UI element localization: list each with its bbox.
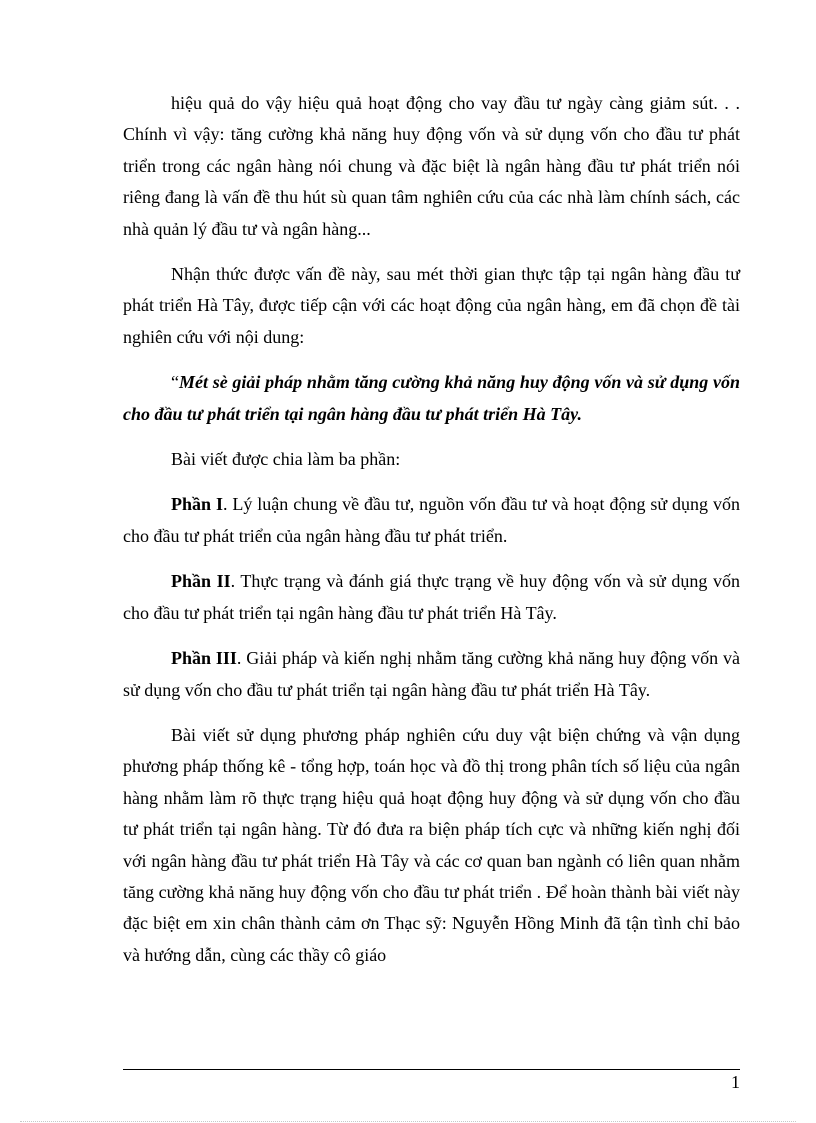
paragraph-thesis-title — [123, 367, 740, 430]
document-body — [123, 88, 740, 985]
part-three-label: Phần III — [171, 648, 237, 669]
page-number: 1 — [731, 1072, 740, 1092]
page-edge-divider — [20, 1121, 796, 1122]
paragraph-intro-continuation: hiệu quả do vậy hiệu quả hoạt động cho vay đầu tư ngày càng giảm sút. . . Chính vì vậy: tăng cường khả năng huy động vốn và sử dụng vốn cho đầu tư phát triển trong các ngân hàng nói chung và đặc biệt là ngân hàng đầu tư phát triển nói riêng đang là vấn đề thu hút sù quan tâm nghiên cứu của các nhà làm chính sách, các nhà quản lý đầu tư và ngân hàng... — [123, 93, 740, 239]
quote-mark: “ — [171, 372, 179, 393]
part-one-text: . Lý luận chung về đầu tư, nguồn vốn đầu tư và hoạt động sử dụng vốn cho đầu tư phát triển của ngân hàng đầu tư phát triển. — [123, 494, 740, 546]
part-one-label: Phần I — [171, 494, 223, 515]
paragraph-structure-intro: Bài viết được chia làm ba phần: — [171, 449, 401, 470]
part-two-label: Phần II — [171, 571, 231, 592]
paragraph-part-one — [123, 489, 740, 552]
footer-divider — [123, 1069, 740, 1070]
thesis-title-text: Mét sè giải pháp nhằm tăng cường khả năng huy động vốn và sử dụng vốn cho đầu tư phát triển tại ngân hàng đầu tư phát triển Hà Tây. — [123, 372, 740, 424]
paragraph-part-three — [123, 643, 740, 706]
part-three-text: . Giải pháp và kiến nghị nhằm tăng cường khả năng huy động vốn và sử dụng vốn cho đầu tư phát triển tại ngân hàng đầu tư phát triển Hà Tây. — [123, 648, 741, 700]
part-two-text: . Thực trạng và đánh giá thực trạng về huy động vốn và sử dụng vốn cho đầu tư phát triển tại ngân hàng đầu tư phát triển Hà Tây. — [123, 571, 741, 623]
paragraph-methodology: Bài viết sử dụng phương pháp nghiên cứu duy vật biện chứng và vận dụng phương pháp thống kê - tổng hợp, toán học và đồ thị trong phân tích số liệu của ngân hàng nhằm làm rõ thực trạng hiệu quả hoạt động huy động và sử dụng vốn cho đầu tư phát triển tại ngân hàng. Từ đó đưa ra biện pháp tích cực và những kiến nghị đối với ngân hàng đầu tư phát triển Hà Tây và các cơ quan ban ngành có liên quan nhằm tăng cường khả năng huy động vốn cho đầu tư phát triển . Để hoàn thành bài viết này đặc biệt em xin chân thành cảm ơn Thạc sỹ: Nguyễn Hồng Minh đã tận tình chỉ bảo và hướng dẫn, cùng các thầy cô giáo — [123, 724, 740, 965]
paragraph-topic-selection: Nhận thức được vấn đề này, sau mét thời gian thực tập tại ngân hàng đầu tư phát triển Hà Tây, được tiếp cận với các hoạt động của ngân hàng, em đã chọn đề tài nghiên cứu với nội dung: — [123, 264, 740, 347]
paragraph-part-two — [123, 566, 740, 629]
